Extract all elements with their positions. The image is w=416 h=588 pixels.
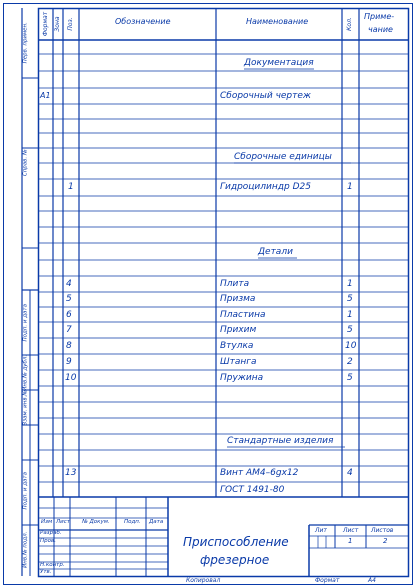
tb-sheet-value: 1 — [348, 537, 353, 545]
header-zone: Зона — [54, 16, 61, 32]
part-name: Плита — [220, 279, 250, 289]
section-parts: Детали — [258, 247, 293, 257]
tb-lit-label: Лит — [315, 527, 327, 534]
standard-pos: 13 — [65, 468, 77, 478]
footer-copied-label: Копировал — [186, 577, 221, 584]
assembly-pos: 1 — [68, 182, 74, 192]
tb-sign-label: Подп. — [124, 519, 141, 525]
tb-normcontrol-label: Н.контр. — [40, 562, 65, 568]
header-qty: Кол. — [346, 17, 353, 31]
standard-qty: 4 — [347, 468, 353, 478]
doc-format: А1 — [40, 91, 51, 100]
part-qty: 5 — [347, 325, 353, 335]
part-name: Прихим — [220, 325, 257, 335]
margin-dup-inv: Инв.№ дубл. — [22, 354, 29, 391]
part-pos: 10 — [65, 373, 77, 383]
part-name: Пружина — [220, 373, 264, 383]
footer-format-value: А4 — [368, 577, 376, 584]
margin-first-use: Перв. примен. — [22, 22, 29, 64]
part-name: Призма — [220, 294, 256, 304]
part-pos: 7 — [66, 325, 72, 335]
margin-sign-date-1: Подп. и дата — [22, 304, 29, 342]
tb-developed-label: Разраб. — [40, 530, 62, 536]
tb-sheet-label: Лист — [343, 527, 359, 534]
part-qty: 1 — [347, 310, 353, 320]
part-qty: 5 — [347, 373, 353, 383]
part-qty: 1 — [347, 279, 353, 289]
header-note-line1: Приме- — [364, 12, 395, 21]
assembly-name: Гидроцилиндр D25 — [220, 182, 311, 192]
section-documentation: Документация — [244, 58, 314, 68]
header-designation: Обозначение — [115, 17, 171, 26]
part-pos: 6 — [66, 310, 72, 320]
doc-name: Сборочный чертеж — [220, 91, 312, 101]
tb-izm-label: Изм — [41, 519, 53, 525]
header-format: Формат — [42, 11, 49, 37]
part-pos: 5 — [66, 294, 72, 304]
part-name: Штанга — [220, 357, 257, 367]
part-qty: 2 — [347, 357, 353, 367]
margin-ref-no: Справ. № — [22, 149, 29, 177]
margin-sign-date-2: Подп. и дата — [22, 472, 29, 510]
tb-checked-label: Пров. — [40, 538, 56, 544]
part-pos: 4 — [66, 279, 72, 289]
part-qty: 5 — [347, 294, 353, 304]
header-name: Наименование — [246, 17, 309, 26]
standard-name-line2: ГОСТ 1491-80 — [220, 485, 285, 495]
part-name: Втулка — [220, 341, 254, 351]
margin-replace-inv: Взам. инв.№ — [22, 389, 29, 426]
tb-sheets-value: 2 — [383, 537, 388, 545]
part-pos: 9 — [66, 357, 72, 367]
part-qty: 10 — [345, 341, 357, 351]
tb-approved-label: Утв. — [40, 569, 52, 575]
part-name: Пластина — [220, 310, 266, 320]
section-standard-items: Стандартные изделия — [227, 436, 334, 446]
tb-docno-label: № Докум. — [82, 519, 110, 525]
tb-sheets-label: Листов — [371, 527, 394, 534]
tb-list-label: Лист — [56, 519, 70, 525]
part-pos: 8 — [66, 341, 72, 351]
assembly-qty: 1 — [347, 182, 353, 192]
section-assemblies: Сборочные единицы — [234, 152, 332, 162]
footer-format-label: Формат — [315, 577, 340, 584]
header-note-line2: чание — [368, 25, 393, 34]
document-title-line1: Приспособление — [183, 535, 289, 549]
header-pos: Поз. — [67, 17, 74, 31]
document-title-line2: фрезерное — [200, 553, 270, 567]
standard-name-line1: Винт АМ4–6gх12 — [220, 468, 299, 478]
margin-orig-inv: Инв.№ подл. — [22, 531, 29, 568]
tb-date-label: Дата — [149, 519, 164, 525]
